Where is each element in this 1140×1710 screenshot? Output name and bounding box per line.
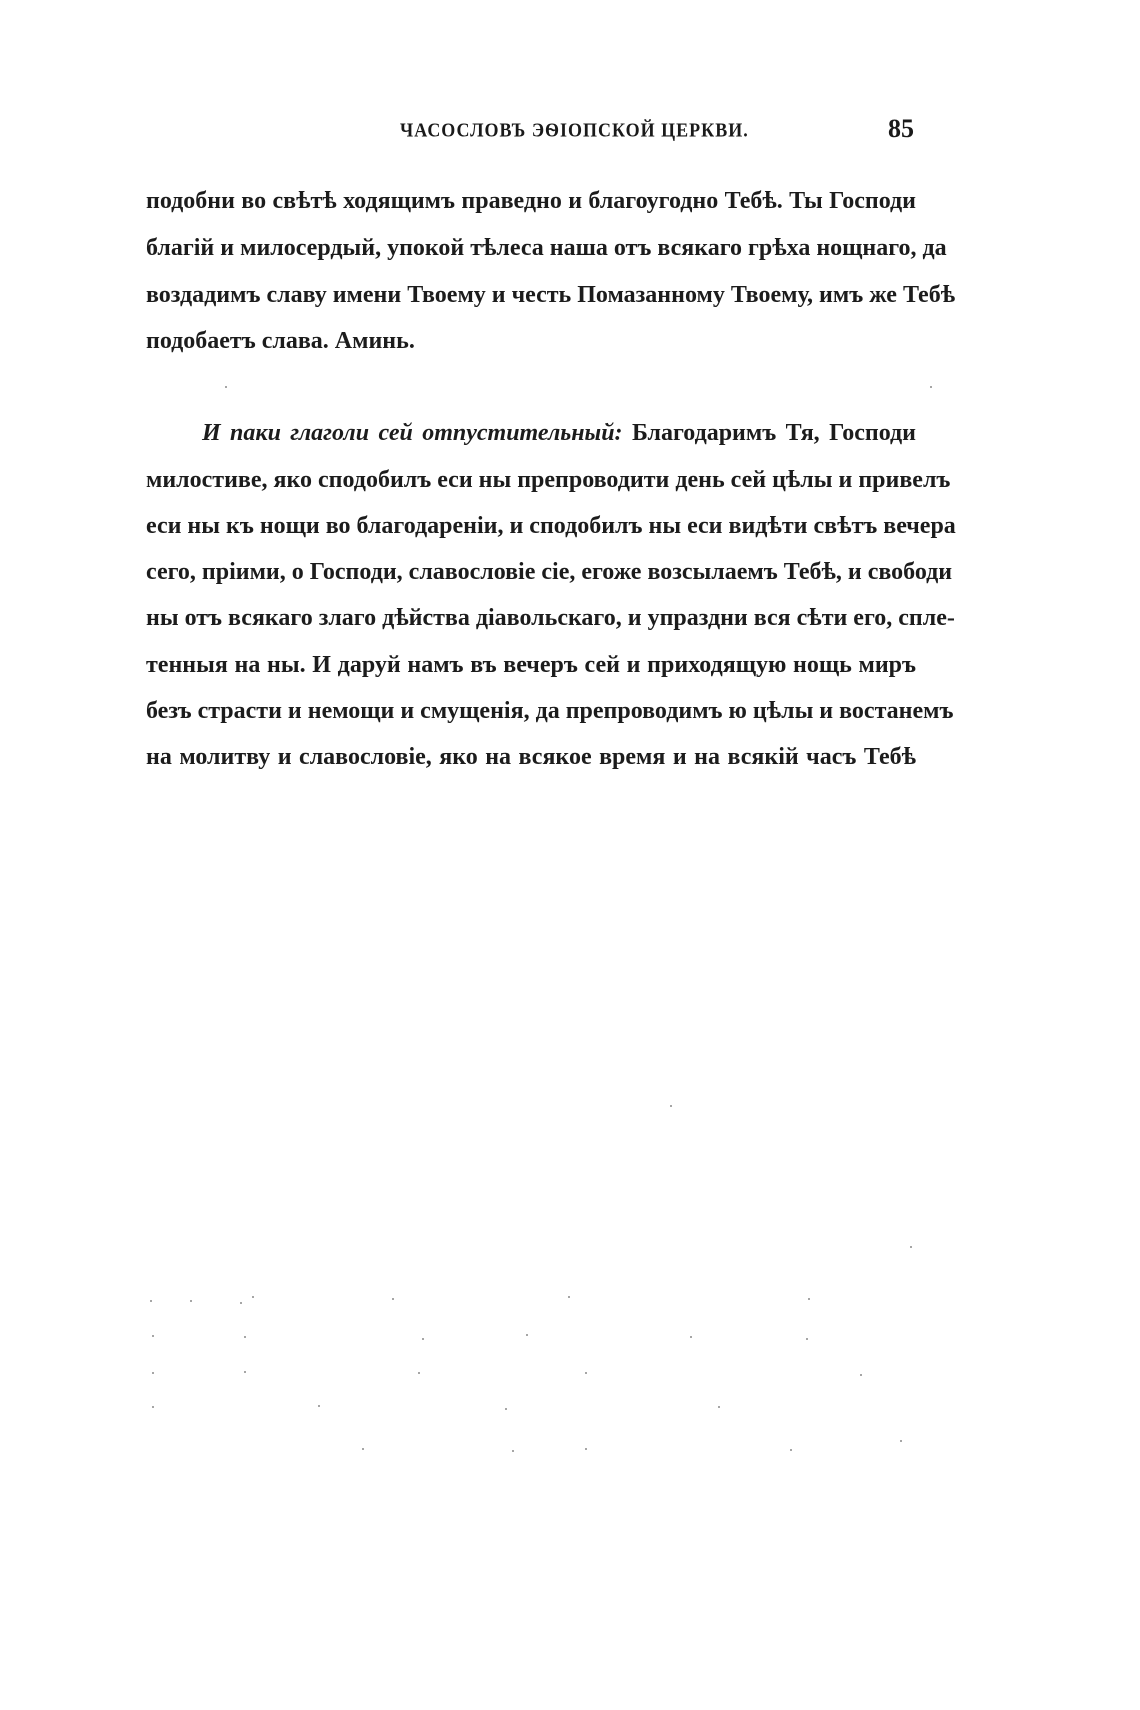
paragraph-2-line-4: сего, пріими, о Господи, славословіе сіе, егоже возсылаемъ Тебѣ, и свободи (146, 559, 953, 585)
paragraph-2-line-1 (202, 418, 916, 448)
paragraph-2-line-5: ны отъ всякаго злаго дѣйства діавольскаго, и упраздни вся сѣти его, спле- (146, 605, 955, 631)
paragraph-2-line-6: тенныя на ны. И даруй намъ въ вечеръ сей и приходящую нощь миръ (146, 652, 916, 678)
paragraph-1-line-3: воздадимъ славу имени Твоему и честь Помазанному Твоему, имъ же Тебѣ (146, 282, 956, 308)
paragraph-2-line-2: милостиве, яко сподобилъ еси ны препроводити день сей цѣлы и привелъ (146, 467, 951, 493)
running-title: ЧАСОСЛОВЪ ЭѲІОПСКОЙ ЦЕРКВИ. (400, 118, 749, 141)
paragraph-1-line-4: подобаетъ слава. Аминь. (146, 328, 415, 354)
paragraph-1-line-2: благій и милосердый, упокой тѣлеса наша отъ всякаго грѣха нощнаго, да (146, 235, 947, 261)
paragraph-1-line-1: подобни во свѣтѣ ходящимъ праведно и благоугодно Тебѣ. Ты Господи (146, 188, 916, 214)
rubric-italic: И паки глаголи сей отпустительный: (202, 420, 623, 446)
paragraph-2-line-7: безъ страсти и немощи и смущенія, да препроводимъ ю цѣлы и востанемъ (146, 698, 954, 724)
paragraph-2-line-1-text: Благодаримъ Тя, Господи (631, 420, 916, 446)
paragraph-2-line-8: на молитву и славословіе, яко на всякое время и на всякій часъ Тебѣ (146, 744, 916, 770)
page-number: 85 (888, 114, 914, 143)
paragraph-2-line-3: еси ны къ нощи во благодареніи, и сподобилъ ны еси видѣти свѣтъ вечера (146, 513, 956, 539)
